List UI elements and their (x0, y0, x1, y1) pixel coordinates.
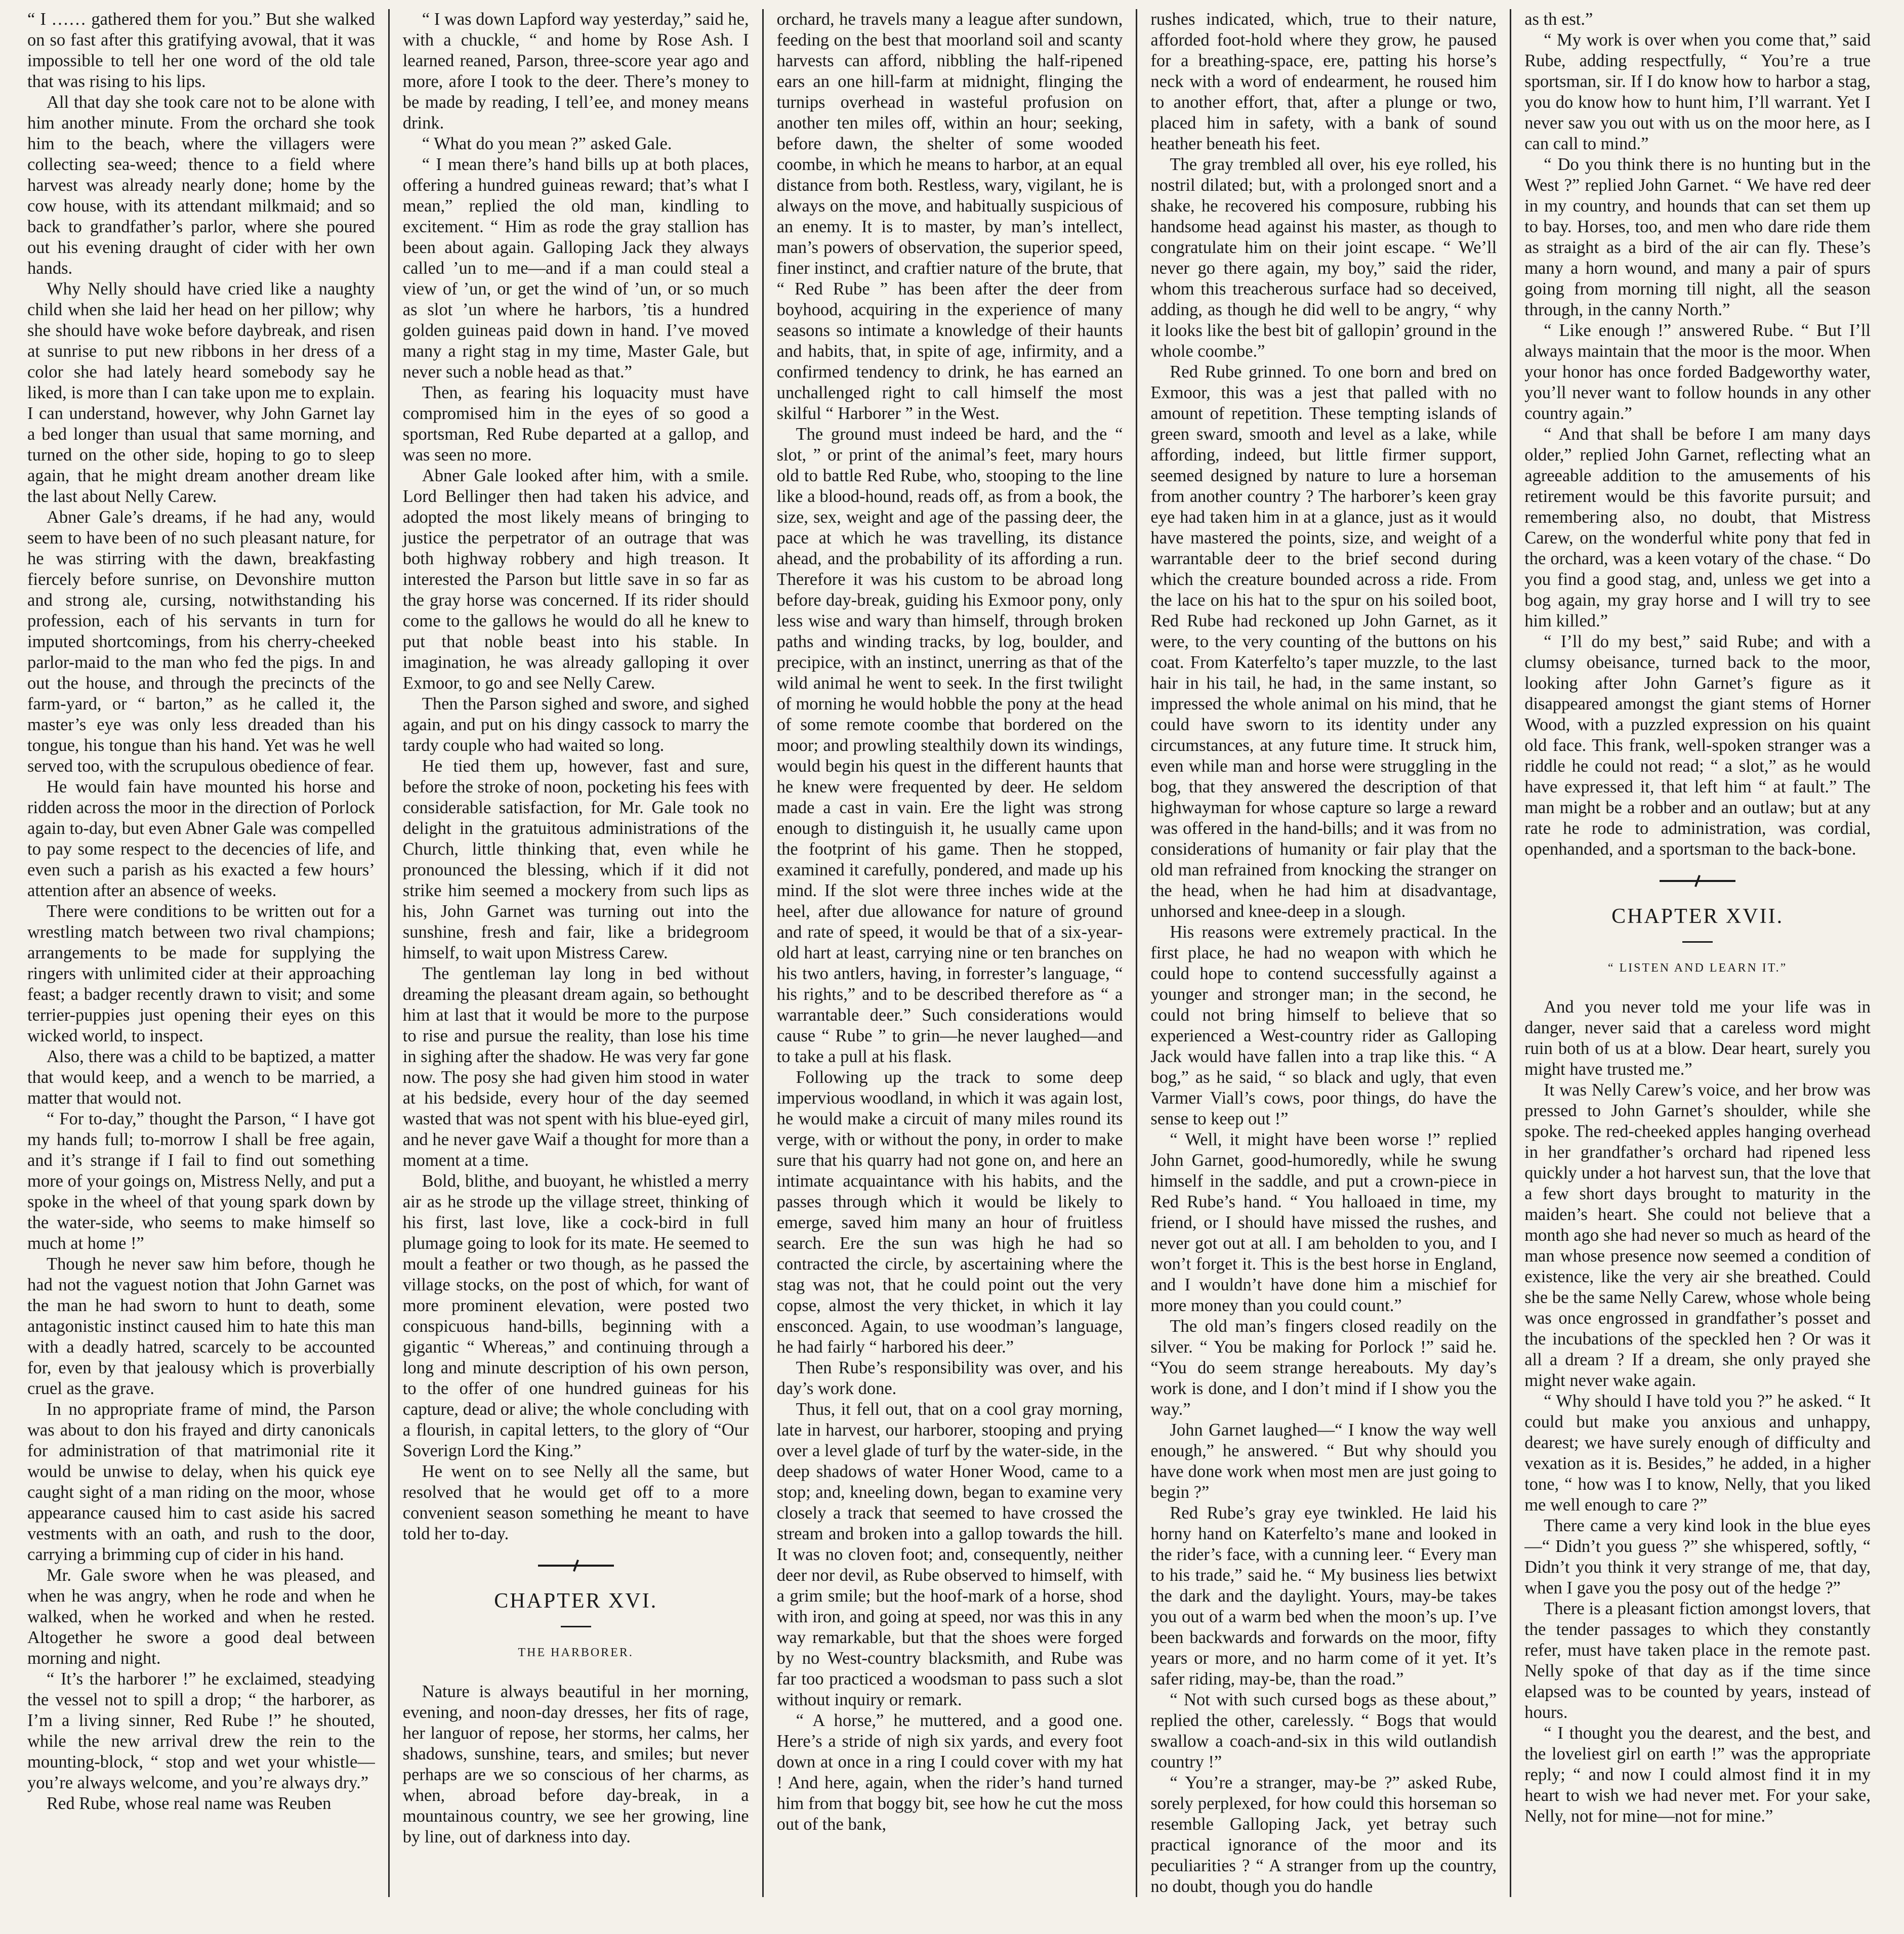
column-3 (762, 9, 1136, 1897)
paragraph: Thus, it fell out, that on a cool gray morning, late in harvest, our harborer, stooping and prying over a level glade of turf by the water-side, in the deep shadows of water Honer Wood, came to a stop; and, kneeling down, began to examine very closely a track that seemed to have crossed the stream and broken into a gallop towards the hill. It was no cloven foot; and, consequently, neither deer nor devil, as Rube observed to himself, with a grim smile; but the hoof-mark of a horse, shod with iron, and going at speed, nor was this in any way remarkable, but that the shoes were forged by no West-country blacksmith, and Rube was far too practiced a woodsman to pass such a slot without inquiry or remark. (776, 1400, 1123, 1709)
paragraph: His reasons were extremely practical. In the first place, he had no weapon with which he could hope to contend successfully against a younger and stronger man; in the second, he could not bring himself to believe that so experienced a West-country rider as Galloping Jack would have fallen into a trap like this. “ A bog,” as he said, “ so black and ugly, that even Varmer Viall’s cows, poor things, do have the sense to keep out !” (1150, 922, 1497, 1128)
paragraph: There is a pleasant fiction amongst lovers, that the tender passages to which they constantly refer, must have taken place in the remote past. Nelly spoke of that day as if the time since elapsed was to be counted by years, instead of hours. (1524, 1599, 1871, 1722)
paragraph: Red Rube’s gray eye twinkled. He laid his horny hand on Katerfelto’s mane and looked in the rider’s face, with a cunning leer. “ Every man to his trade,” said he. “ My business lies betwixt the dark and the daylight. Yours, may-be takes you out of a warm bed when the moon’s up. I’ve been backwards and forwards on the moor, fifty years or more, and no harm come of it yet. It’s safer riding, may-be, than the road.” (1150, 1503, 1497, 1689)
paragraph: “ A horse,” he muttered, and a good one. Here’s a stride of nigh six yards, and every foot down at once in a ring I could cover with my hat ! And here, again, when the rider’s hand turned him from that boggy bit, see how he cut the moss out of the bank, (776, 1711, 1123, 1834)
column-1-text (27, 9, 375, 1814)
paragraph: In no appropriate frame of mind, the Parson was about to don his frayed and dirty canonicals for administration of that matrimonial rite it would be unwise to delay, when his quick eye caught sight of a man riding on the moor, whose appearance caused him to cast aside his sacred vestments with an oath, and rush to the door, carrying a brimming cup of cider in his hand. (27, 1400, 375, 1564)
paragraph: He would fain have mounted his horse and ridden across the moor in the direction of Porlock again to-day, but even Abner Gale was compelled to pay some respect to the decencies of life, and even such a parish as his exacted a few hours’ attention after an absence of weeks. (27, 777, 375, 900)
chapter-xvi-heading (403, 1565, 749, 1663)
paragraph: “ And that shall be before I am many days older,” replied John Garnet, reflecting what an agreeable addition to the amusements of his retirement would be this favorite pursuit; and remembering also, no doubt, that Mistress Carew, on the wonderful white pony that fed in the orchard, was a keen votary of the chase. “ Do you find a good stag, and, unless we get into a bog again, my gray horse and I will try to see him killed.” (1524, 425, 1871, 630)
ornamental-rule (1660, 880, 1735, 882)
divider (1682, 941, 1713, 943)
paragraph: Nature is always beautiful in her morning, evening, and noon-day dresses, her fits of rage, her languor of repose, her storms, her calms, her shadows, sunshine, tears, and smiles; but never perhaps are we so conscious of her charms, as when, abroad before day-break, in a mountainous country, we see her growing, line by line, out of darkness into day. (402, 1682, 749, 1846)
paragraph: “ Why should I have told you ?” he asked. “ It could but make you anxious and unhappy, dearest; we have surely enough of difficulty and vexation as it is. Besides,” he added, in a higher tone, “ how was I to know, Nelly, that you liked me well enough to care ?” (1524, 1392, 1871, 1515)
paragraph: rushes indicated, which, true to their nature, afforded foot-hold where they grow, he paused for a breathing-space, ere, patting his horse’s neck with a word of endearment, he roused him to another effort, that, after a plunge or two, placed him in safety, with a bank of sound heather beneath his feet. (1150, 10, 1497, 153)
paragraph: “ My work is over when you come that,” said Rube, adding respectfully, “ You’re a true sportsman, sir. If I do know how to harbor a stag, you do know how to hunt him, I’ll warrant. Yet I never saw you out with us on the moor here, as I can call to mind.” (1524, 30, 1871, 153)
paragraph: John Garnet laughed—“ I know the way well enough,” he answered. “ But why should you have done work when most men are just going to begin ?” (1150, 1420, 1497, 1502)
paragraph: It was Nelly Carew’s voice, and her brow was pressed to John Garnet’s shoulder, while she spoke. The red-cheeked apples hanging overhead in her grandfather’s orchard had ripened less quickly under a hot harvest sun, that the love that a few short days brought to maturity in the maiden’s heart. She could not believe that a month ago she had never so much as heard of the man whose presence now seemed a condition of existence, like the very air she breathed. Could she be the same Nelly Carew, whose whole being was once engrossed in grandfather’s posset and the incubations of the speckled hen ? Or was it all a dream ? If a dream, she only prayed she might never wake again. (1524, 1080, 1871, 1390)
paragraph: as th est.” (1524, 10, 1593, 29)
paragraph: “ I thought you the dearest, and the best, and the loveliest girl on earth !” was the appropriate reply; “ and now I could almost find it in my heart to wish we had never met. For your sake, Nelly, not for mine—not for mine.” (1524, 1723, 1871, 1826)
paragraph: Why Nelly should have cried like a naughty child when she laid her head on her pillow; why she should have woke before daybreak, and risen at sunrise to put new ribbons in her dress of a color she had lately heard somebody say he liked, is more than I can take upon me to explain. I can understand, however, why John Garnet lay a bed longer than usual that same morning, and turned on the other side, hoping to go to sleep again, that he might dream another dream like the last about Nelly Carew. (27, 279, 375, 506)
paragraph: “ What do you mean ?” asked Gale. (422, 134, 672, 153)
paragraph: Then Rube’s responsibility was over, and his day’s work done. (776, 1358, 1123, 1398)
paragraph: Mr. Gale swore when he was pleased, and when he was angry, when he rode and when he walked, when he worked and when he rested. Altogether he swore a good deal between morning and night. (27, 1566, 375, 1668)
paragraph: Abner Gale’s dreams, if he had any, would seem to have been of no such pleasant nature, for he was stirring with the dawn, breakfasting fiercely before sunrise, on Devonshire mutton and strong ale, cursing, notwithstanding his profession, each of his servants in turn for imputed shortcomings, from his cherry-cheeked parlor-maid to the man who fed the pigs. In and out the house, and through the precincts of the farm-yard, or “ barton,” as he called it, the master’s eye was only less dreaded than his tongue, his tongue than his hand. Yet was he well served too, with the scrupulous obedience of fear. (27, 508, 375, 776)
paragraph: He went on to see Nelly all the same, but resolved that he would get off to a more convenient season something he meant to have told her to-day. (402, 1462, 749, 1543)
paragraph: Red Rube grinned. To one born and bred on Exmoor, this was a jest that palled with no amount of repetition. These tempting islands of green sward, smooth and level as a lake, while affording, indeed, but little firmer support, seemed designed by nature to lure a horseman from another country ? The harborer’s keen gray eye had taken him in at a glance, just as it would have mastered the points, size, and weight of a warrantable deer to the brief second during which the creature bounded across a ride. From the lace on his hat to the spur on his soiled boot, Red Rube had reckoned up John Garnet, as it were, to the very counting of the buttons on his coat. From Katerfelto’s taper muzzle, to the last hair in his tail, he had, in the same instant, so impressed the whole animal on his mind, that he could have sworn to its identity under any circumstances, at any future time. It struck him, even while man and horse were struggling in the bog, that they answered the description of that highwayman for whose capture so large a reward was offered in the hand-bills; and it was from no considerations of humanity or fair play that the old man refrained from knocking the stranger on the head, when he had him at disadvantage, unhorsed and knee-deep in a slough. (1150, 362, 1497, 921)
paragraph: There came a very kind look in the blue eyes—“ Didn’t you guess ?” she whispered, softly, “ Didn’t you think it very strange of me, that day, when I gave you the posy out of the hedge ?” (1524, 1516, 1871, 1597)
paragraph: “ Do you think there is no hunting but in the West ?” replied John Garnet. “ We have red deer in my country, and hounds that can set them up to bay. Horses, too, and men who dare ride them as straight as a bird of the air can fly. These’s many a horn wound, and many a pair of spurs going from morning till night, all the season through, in the canny North.” (1524, 155, 1871, 319)
paragraph: “ I’ll do my best,” said Rube; and with a clumsy obeisance, turned back to the moor, looking after John Garnet’s figure as it disappeared amongst the giant stems of Horner Wood, with a puzzled expression on his quaint old face. This frank, well-spoken stranger was a riddle he could not read; “ a slot,” as he would have expressed it, that left him “ at fault.” The man might be a robber and an outlaw; but at any rate he rode to administration, was cordial, openhanded, and a sportsman to the back-bone. (1524, 632, 1871, 859)
chapter-title: CHAPTER XVI. (494, 1589, 658, 1613)
paragraph: “ I …… gathered them for you.” But she walked on so fast after this gratifying avowal, that it was impossible to tell her one word of the old tale that was rising to his lips. (27, 10, 375, 91)
paragraph: There were conditions to be written out for a wrestling match between two rival champions; arrangements to be made for supplying the ringers with unlimited cider at their approaching feast; a badger recently drawn to visit; and some terrier-puppies just opening their eyes on this wicked world, to inspect. (27, 902, 375, 1045)
paragraph: “ I was down Lapford way yesterday,” said he, with a chuckle, “ and home by Rose Ash. I learned reaned, Parson, three-score year ago and more, afore I took to the deer. There’s money to be made by reading, I tell’ee, and money means drink. (402, 10, 749, 133)
paragraph: “ Like enough !” answered Rube. “ But I’ll always maintain that the moor is the moor. When your honor has once forded Badgeworthy water, you’ll never want to follow hounds in any other country again.” (1524, 321, 1871, 423)
column-2-text (403, 9, 749, 1544)
paragraph: “ For to-day,” thought the Parson, “ I have got my hands full; to-morrow I shall be free again, and it’s strange if I fail to find out something more of your goings on, Mistress Nelly, and put a spoke in the wheel of that young spark down by the water-side, who seems to make himself so much at home !” (27, 1109, 375, 1253)
column-5-text (1524, 9, 1871, 860)
column-1 (14, 9, 388, 1897)
paragraph: “ You’re a stranger, may-be ?” asked Rube, sorely perplexed, for how could this horseman so resemble Galloping Jack, yet betray such practical ignorance of the moor and its peculiarities ? “ A stranger from up the country, no doubt, though you do handle (1150, 1773, 1497, 1896)
chapter-title: CHAPTER XVII. (1611, 905, 1784, 928)
column-5-after-chapter (1524, 997, 1871, 1827)
paragraph: The ground must indeed be hard, and the “ slot, ” or print of the animal’s feet, mary hours old to battle Red Rube, who, stooping to the line like a blood-hound, reads off, as from a book, the size, sex, weight and age of the passing deer, the pace at which he was travelling, its distance ahead, and the probability of its affording a run. Therefore it was his custom to be abroad long before day-break, guiding his Exmoor pony, only less wise and wary than himself, through broken paths and winding tracks, by log, boulder, and precipice, with an instinct, unerring as that of the wild animal he went to seek. In the first twilight of morning he would hobble the pony at the head of some remote coombe that bordered on the moor; and prowling stealthily down its windings, would begin his quest in the different haunts that he knew were frequented by deer. He seldom made a cast in vain. Ere the light was strong enough to distinguish it, he usually came upon the footprint of his game. Then he stopped, examined it carefully, pondered, and made up his mind. If the slot were three inches wide at the heel, after due allowance for nature of ground and rate of speed, it would be that of a six-year-old hart at least, carrying nine or ten branches on his two antlers, having, in forrester’s language, “ his rights,” and to be described therefore as “ a warrantable deer.” Such considerations would cause “ Rube ” to grin—he never laughed—and to take a pull at his flask. (776, 425, 1123, 1066)
paragraph: “ Well, it might have been worse !” replied John Garnet, good-humoredly, while he swung himself in the saddle, and put a crown-piece in Red Rube’s hand. “ You halloaed in time, my friend, or I should have missed the rushes, and never got out at all. I am beholden to you, and I won’t forget it. This is the best horse in England, and I wouldn’t have done him a mischief for more money than you could count.” (1150, 1130, 1497, 1315)
paragraph: And you never told me your life was in danger, never said that a careless word might ruin both of us at a blow. Dear heart, surely you might have trusted me.” (1524, 997, 1871, 1079)
column-2 (388, 9, 762, 1897)
column-4 (1136, 9, 1510, 1897)
paragraph: “ Not with such cursed bogs as these about,” replied the other, carelessly. “ Bogs that would swallow a coach-and-six in this wild outlandish country !” (1150, 1690, 1497, 1772)
paragraph: The gentleman lay long in bed without dreaming the pleasant dream again, so bethought him at last that it would be more to the purpose to rise and pursue the reality, than lose his time in sighing after the shadow. He was very far gone now. The posy she had given him stood in water at his bedside, every hour of the day seemed wasted that was not spent with his blue-eyed girl, and he never gave Waif a thought for more than a moment at a time. (402, 964, 749, 1170)
column-5 (1510, 9, 1884, 1897)
divider (561, 1626, 591, 1627)
paragraph: The gray trembled all over, his eye rolled, his nostril dilated; but, with a prolonged snort and a shake, he recovered his composure, rubbing his handsome head against his master, as though to congratulate him on their joint escape. “ We’ll never go there again, my boy,” said the rider, whom this treacherous surface had so deceived, adding, as though he did well to be angry, “ why it looks like the best bit of gallopin’ ground in the whole coombe.” (1150, 155, 1497, 361)
paragraph: Bold, blithe, and buoyant, he whistled a merry air as he strode up the village street, thinking of his first, last love, like a cock-bird in full plumage going to look for its mate. He seemed to moult a feather or two though, as he passed the village stocks, on the post of which, for want of more prominent elevation, were posted two conspicuous hand-bills, beginning with a gigantic “ Whereas,” and continuing through a long and minute description of his own person, to the offer of one hundred guineas for his capture, dead or alive; the whole concluding with a flourish, in capital letters, to the glory of “Our Soverign Lord the King.” (402, 1171, 749, 1460)
column-3-text (777, 9, 1123, 1835)
paragraph: Following up the track to some deep impervious woodland, in which it was again lost, he would make a circuit of many miles round its verge, with or without the pony, in order to make sure that his quarry had not gone on, and here an intimate acquaintance with his habits, and the passes through which it would be likely to emerge, saved him many an hour of fruitless search. Ere the sun was high he had so contracted the circle, by ascertaining where the stag was not, that he could point out the very copse, almost the very thicket, in which it lay ensconced. Again, to use woodman’s language, he had fairly “ harbored his deer.” (776, 1068, 1123, 1357)
chapter-subtitle: “ LISTEN AND LEARN IT.” (1607, 961, 1788, 975)
paragraph: Then the Parson sighed and swore, and sighed again, and put on his dingy cassock to marry the tardy couple who had waited so long. (402, 694, 749, 755)
paragraph: All that day she took care not to be alone with him another minute. From the orchard she took him to the beach, where the villagers were collecting sea-weed; thence to a field where harvest was already nearly done; home by the cow house, with its attendant milkmaid; and so back to grandfather’s parlor, where she poured out his evening draught of cider with her own hands. (27, 93, 375, 278)
paragraph: Red Rube, whose real name was Reuben (47, 1794, 332, 1813)
paragraph: Also, there was a child to be baptized, a matter that would keep, and a wench to be married, a matter that would not. (27, 1047, 375, 1108)
paragraph: “ It’s the harborer !” he exclaimed, steadying the vessel not to spill a drop; “ the harborer, as I’m a living sinner, Red Rube !” he shouted, while the new arrival drew the rein to the mounting-block, “ stop and wet your whistle—you’re always welcome, and you’re always dry.” (27, 1669, 375, 1792)
paragraph: He tied them up, however, fast and sure, before the stroke of noon, pocketing his fees with considerable satisfaction, for Mr. Gale took no delight in the gratuitous administrations of the Church, little thinking that, even while he pronounced the blessing, which if it did not strike him seemed a mockery from such lips as his, John Garnet was turning out into the sunshine, fresh and fair, like a bridegroom himself, to wait upon Mistress Carew. (402, 756, 749, 962)
column-2-after-chapter (403, 1681, 749, 1847)
ornamental-rule (538, 1565, 614, 1567)
chapter-xvii-heading (1524, 880, 1871, 979)
column-4-text (1150, 9, 1497, 1897)
paragraph: Though he never saw him before, though he had not the vaguest notion that John Garnet was the man he had sworn to hunt to death, some antagonistic instinct caused him to hate this man with a deadly hatred, scarcely to be accounted for, even by that jealousy which is proverbially cruel as the grave. (27, 1254, 375, 1398)
paragraph: “ I mean there’s hand bills up at both places, offering a hundred guineas reward; that’s what I mean,” replied the old man, kindling to excitement. “ Him as rode the gray stallion has been about again. Galloping Jack they always called ’un to me—and if a man could steal a view of ’un, or get the wind of ’un, or so much as slot ’un where he harbors, ’tis a hundred golden guineas paid down in hand. I’ve moved many a right stag in my time, Master Gale, but never such a noble head as that.” (402, 155, 749, 382)
paragraph: The old man’s fingers closed readily on the silver. “ You be making for Porlock !” said he. “You do seem strange hereabouts. My day’s work is done, and I don’t mind if I show you the way.” (1150, 1317, 1497, 1419)
paragraph: Then, as fearing his loquacity must have compromised him in the eyes of so good a sportsman, Red Rube departed at a gallop, and was seen no more. (402, 383, 749, 465)
text-columns (14, 9, 1884, 1896)
paragraph: Abner Gale looked after him, with a smile. Lord Bellinger then had taken his advice, and adopted the most likely means of bringing to justice the perpetrator of an outrage that was both highway robbery and high treason. It interested the Parson but little save in so far as the gray horse was concerned. If its rider should come to the gallows he would do all he knew to put that noble beast into his stable. In imagination, he was already galloping it over Exmoor, to go and see Nelly Carew. (402, 466, 749, 693)
paragraph: orchard, he travels many a league after sundown, feeding on the best that moorland soil and scanty harvests can afford, nibbling the half-ripened ears an one hill-farm at midnight, flinging the turnips overhead in wasteful profusion on another ten miles off, within an hour; seeking, before dawn, the shelter of some wooded coombe, in which he means to harbor, at an equal distance from both. Restless, wary, vigilant, he is always on the move, and habitually suspicious of an enemy. It is to master, by man’s intellect, man’s powers of observation, the superior speed, finer instinct, and craftier nature of the brute, that “ Red Rube ” has been after the deer from boyhood, acquiring in the experience of many seasons so intimate a knowledge of their haunts and habits, that, in spite of age, infirmity, and a confirmed tendency to drink, he has earned an unchallenged right to call himself the most skilful “ Harborer ” in the West. (776, 10, 1123, 423)
chapter-subtitle: THE HARBORER. (518, 1646, 634, 1659)
